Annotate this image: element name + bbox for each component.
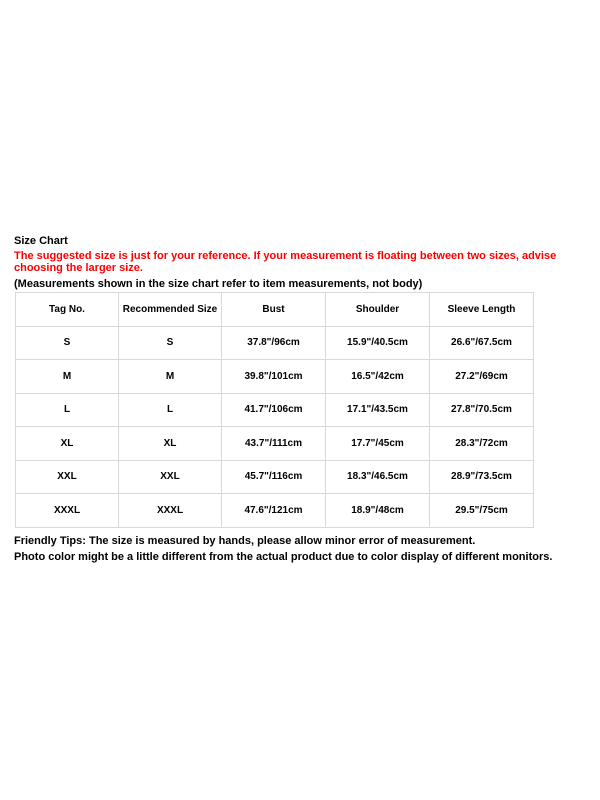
header-tag-no: Tag No. <box>16 293 119 327</box>
table-row <box>16 460 534 494</box>
cell-bust: 41.7"/106cm <box>222 393 326 427</box>
table-row <box>16 360 534 394</box>
size-chart-title: Size Chart <box>14 235 68 247</box>
cell-bust: 37.8"/96cm <box>222 326 326 360</box>
cell-recommended-size: M <box>119 360 222 394</box>
cell-bust: 47.6"/121cm <box>222 494 326 528</box>
photo-color-tip: Photo color might be a little different from the actual product due to color display of different monitors. <box>14 550 553 563</box>
cell-sleeve-length: 27.8"/70.5cm <box>430 393 534 427</box>
header-sleeve-length: Sleeve Length <box>430 293 534 327</box>
cell-sleeve-length: 28.9"/73.5cm <box>430 460 534 494</box>
measurement-note: (Measurements shown in the size chart refer to item measurements, not body) <box>14 278 423 290</box>
cell-tag-no: M <box>16 360 119 394</box>
header-shoulder: Shoulder <box>326 293 430 327</box>
cell-tag-no: XXL <box>16 460 119 494</box>
cell-shoulder: 18.3"/46.5cm <box>326 460 430 494</box>
cell-tag-no: S <box>16 326 119 360</box>
cell-sleeve-length: 26.6"/67.5cm <box>430 326 534 360</box>
cell-sleeve-length: 29.5"/75cm <box>430 494 534 528</box>
cell-recommended-size: L <box>119 393 222 427</box>
cell-shoulder: 16.5"/42cm <box>326 360 430 394</box>
cell-bust: 39.8"/101cm <box>222 360 326 394</box>
friendly-tip: Friendly Tips: The size is measured by hands, please allow minor error of measurement. <box>14 534 476 547</box>
cell-shoulder: 18.9"/48cm <box>326 494 430 528</box>
table-row <box>16 393 534 427</box>
tips-section <box>14 533 589 565</box>
cell-tag-no: L <box>16 393 119 427</box>
table-row <box>16 494 534 528</box>
cell-bust: 43.7"/111cm <box>222 427 326 461</box>
cell-shoulder: 17.1"/43.5cm <box>326 393 430 427</box>
cell-bust: 45.7"/116cm <box>222 460 326 494</box>
cell-sleeve-length: 28.3"/72cm <box>430 427 534 461</box>
table-row <box>16 427 534 461</box>
cell-shoulder: 17.7"/45cm <box>326 427 430 461</box>
cell-tag-no: XL <box>16 427 119 461</box>
cell-recommended-size: XL <box>119 427 222 461</box>
size-notice: The suggested size is just for your reference. If your measurement is floating between two sizes, advise choosing the larger size. <box>14 250 557 274</box>
cell-tag-no: XXXL <box>16 494 119 528</box>
header-recommended-size: Recommended Size <box>119 293 222 327</box>
size-chart-document <box>14 234 589 565</box>
cell-recommended-size: XXL <box>119 460 222 494</box>
size-table <box>15 292 534 528</box>
cell-sleeve-length: 27.2"/69cm <box>430 360 534 394</box>
table-header-row <box>16 293 534 327</box>
cell-recommended-size: S <box>119 326 222 360</box>
table-row <box>16 326 534 360</box>
cell-recommended-size: XXXL <box>119 494 222 528</box>
cell-shoulder: 15.9"/40.5cm <box>326 326 430 360</box>
header-bust: Bust <box>222 293 326 327</box>
